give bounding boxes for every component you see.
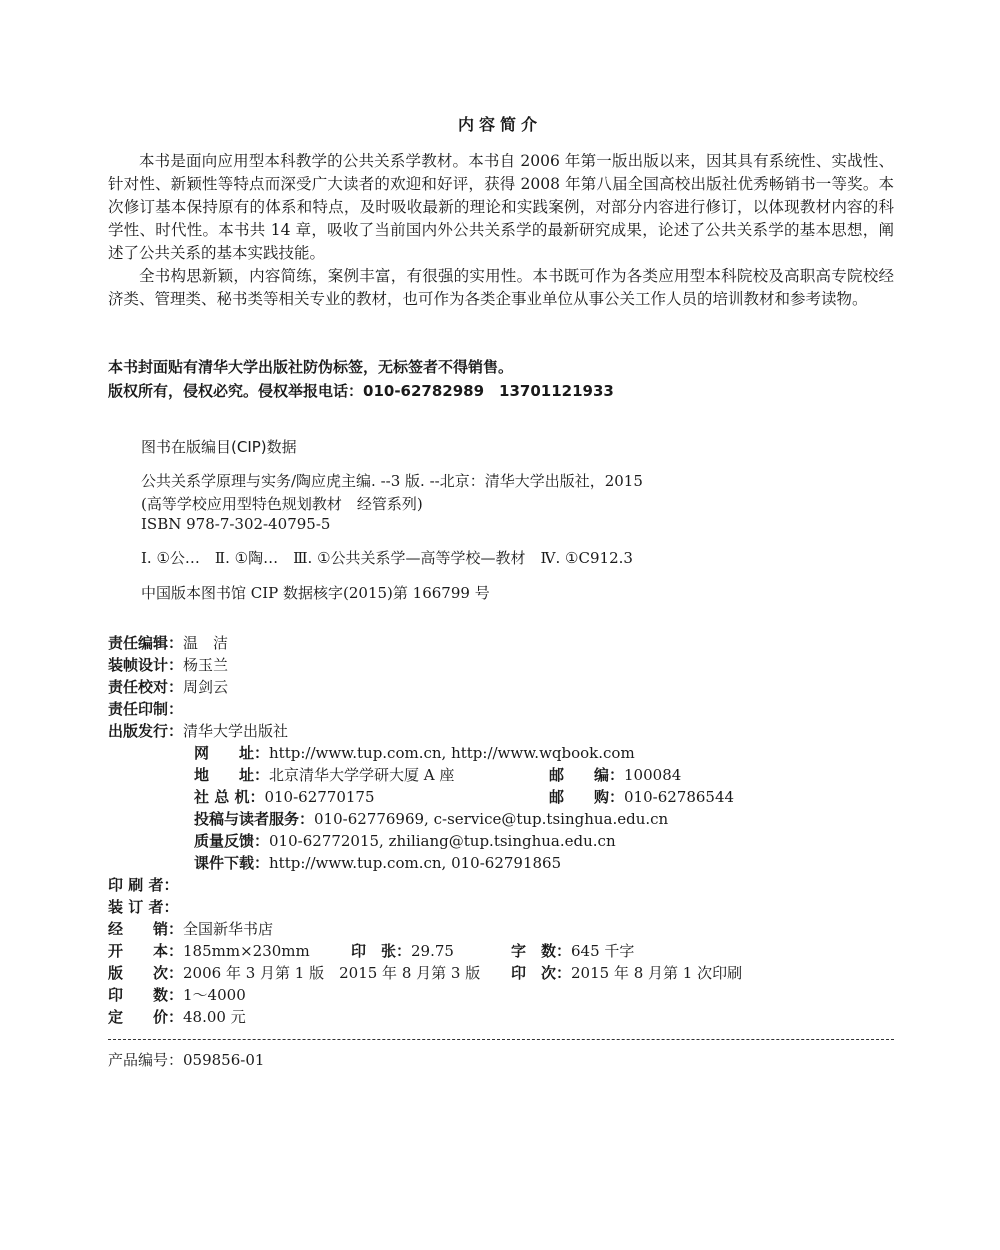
credit-website: [194, 742, 635, 763]
credit-price-value: 48.00 元: [183, 1008, 246, 1026]
cip-heading: 图书在版编目(CIP)数据: [141, 438, 297, 456]
credit-switchboard-value: 010-62770175: [264, 788, 375, 806]
cip-title-line: 公共关系学原理与实务/陶应虎主编. --3 版. --北京：清华大学出版社，2015: [141, 472, 643, 490]
credit-printer: [108, 874, 178, 895]
summary-paragraph-1: 本书是面向应用型本科教学的公共关系学教材。本书自 2006 年第一版出版以来，因其具有系统性、实战性、针对性、新颖性等特点而深受广大读者的欢迎和好评，获得 2008 年第八届全国高校出版社优秀畅销书一等奖。本次修订基本保持原有的体系和特点，及时吸收最新的理论和实践案例，对部分内容进行修订，以体现教材内容的科学性、时代性。本书共 14 章，吸收了当前国内外公共关系学的最新研究成果，论述了公共关系学的基本思想，阐述了公共关系的基本实践技能。: [108, 152, 894, 262]
credit-print-run-value: 1～4000: [183, 986, 246, 1004]
credit-price-label: 定 价：: [108, 1008, 184, 1026]
credit-word-count-label: 字 数：: [511, 942, 572, 960]
credit-binder: [108, 896, 178, 917]
credit-printed-sheets-value: 29.75: [411, 942, 454, 960]
cip-record-line: 中国版本图书馆 CIP 数据核字(2015)第 166799 号: [141, 584, 490, 602]
credit-publisher: [108, 720, 288, 741]
credit-format: [108, 940, 310, 961]
cip-series-line: (高等学校应用型特色规划教材 经管系列): [141, 495, 423, 513]
credit-zipcode: [549, 764, 681, 785]
summary: [108, 150, 894, 311]
credit-edition-label: 版 次：: [108, 964, 184, 982]
credit-editor-value: 温 洁: [183, 634, 229, 652]
credit-printed-sheets: [351, 940, 454, 961]
credit-design: [108, 654, 228, 675]
credit-courseware-download: [194, 852, 561, 873]
credit-quality-feedback-value: 010-62772015, zhiliang@tup.tsinghua.edu.cn: [269, 832, 616, 850]
cip-isbn-line: ISBN 978-7-302-40795-5: [141, 515, 331, 533]
anti-counterfeit-notice: [108, 355, 614, 403]
summary-paragraph-2: 全书构思新颖，内容简练，案例丰富，有很强的实用性。本书既可作为各类应用型本科院校及高职高专院校经济类、管理类、秘书类等相关专业的教材，也可作为各类企事业单位从事公关工作人员的培训教材和参考读物。: [108, 267, 894, 308]
credit-reader-service-value: 010-62776969, c-service@tup.tsinghua.edu.cn: [314, 810, 669, 828]
credit-distributor-value: 全国新华书店: [183, 920, 274, 938]
credit-proof-label: 责任校对：: [108, 678, 184, 696]
credit-mail-order: [549, 786, 734, 807]
credit-publisher-value: 清华大学出版社: [183, 722, 289, 740]
credit-edition: [108, 962, 480, 983]
credit-editor-label: 责任编辑：: [108, 634, 184, 652]
cip-classification-line: Ⅰ. ①公… Ⅱ. ①陶… Ⅲ. ①公共关系学—高等学校—教材 Ⅳ. ①C912.3: [141, 549, 633, 567]
notice-line-2: 版权所有，侵权必究。侵权举报电话：010-62782989 13701121933: [108, 382, 614, 400]
credit-publisher-label: 出版发行：: [108, 722, 184, 740]
credit-switchboard: [194, 786, 375, 807]
credit-courseware-download-value: http://www.tup.com.cn, 010-62791865: [269, 854, 562, 872]
credit-printed-sheets-label: 印 张：: [351, 942, 412, 960]
credit-courseware-download-label: 课件下载：: [194, 854, 270, 872]
credit-format-label: 开 本：: [108, 942, 184, 960]
credit-reader-service: [194, 808, 668, 829]
credit-edition-value: 2006 年 3 月第 1 版 2015 年 8 月第 3 版: [183, 964, 481, 982]
credit-print-responsible: [108, 698, 183, 719]
credit-distributor-label: 经 销：: [108, 920, 184, 938]
credit-quality-feedback: [194, 830, 616, 851]
credit-mail-order-value: 010-62786544: [624, 788, 735, 806]
credit-printer-label: 印 刷 者：: [108, 876, 179, 894]
credit-printing-value: 2015 年 8 月第 1 次印刷: [571, 964, 743, 982]
credit-proof-value: 周剑云: [183, 678, 229, 696]
credit-website-value: http://www.tup.com.cn, http://www.wqbook.com: [269, 744, 635, 762]
credit-distributor: [108, 918, 273, 939]
credit-address-label: 地 址：: [194, 766, 270, 784]
page-title: 内容简介: [457, 115, 542, 134]
credit-address-value: 北京清华大学学研大厦 A 座: [269, 766, 455, 784]
credit-word-count: [511, 940, 634, 961]
credit-zipcode-label: 邮 编：: [549, 766, 625, 784]
credit-print-run: [108, 984, 246, 1005]
credit-print-run-label: 印 数：: [108, 986, 184, 1004]
credit-website-label: 网 址：: [194, 744, 270, 762]
notice-line-1: 本书封面贴有清华大学出版社防伪标签，无标签者不得销售。: [108, 358, 514, 376]
credit-reader-service-label: 投稿与读者服务：: [194, 810, 315, 828]
credit-switchboard-label: 社 总 机：: [194, 788, 265, 806]
credit-design-value: 杨玉兰: [183, 656, 229, 674]
credit-proof: [108, 676, 228, 697]
credit-word-count-value: 645 千字: [571, 942, 635, 960]
credit-zipcode-value: 100084: [624, 766, 682, 784]
credit-design-label: 装帧设计：: [108, 656, 184, 674]
credit-editor: [108, 632, 228, 653]
credit-binder-label: 装 订 者：: [108, 898, 179, 916]
credit-price: [108, 1006, 246, 1027]
credit-mail-order-label: 邮 购：: [549, 788, 625, 806]
dashed-divider: [108, 1039, 894, 1040]
credit-format-value: 185mm×230mm: [183, 942, 310, 960]
credit-address: [194, 764, 454, 785]
credit-printing: [511, 962, 742, 983]
credit-quality-feedback-label: 质量反馈：: [194, 832, 270, 850]
credit-printing-label: 印 次：: [511, 964, 572, 982]
credit-print-responsible-label: 责任印制：: [108, 700, 184, 718]
product-code: 产品编号：059856-01: [108, 1051, 265, 1069]
